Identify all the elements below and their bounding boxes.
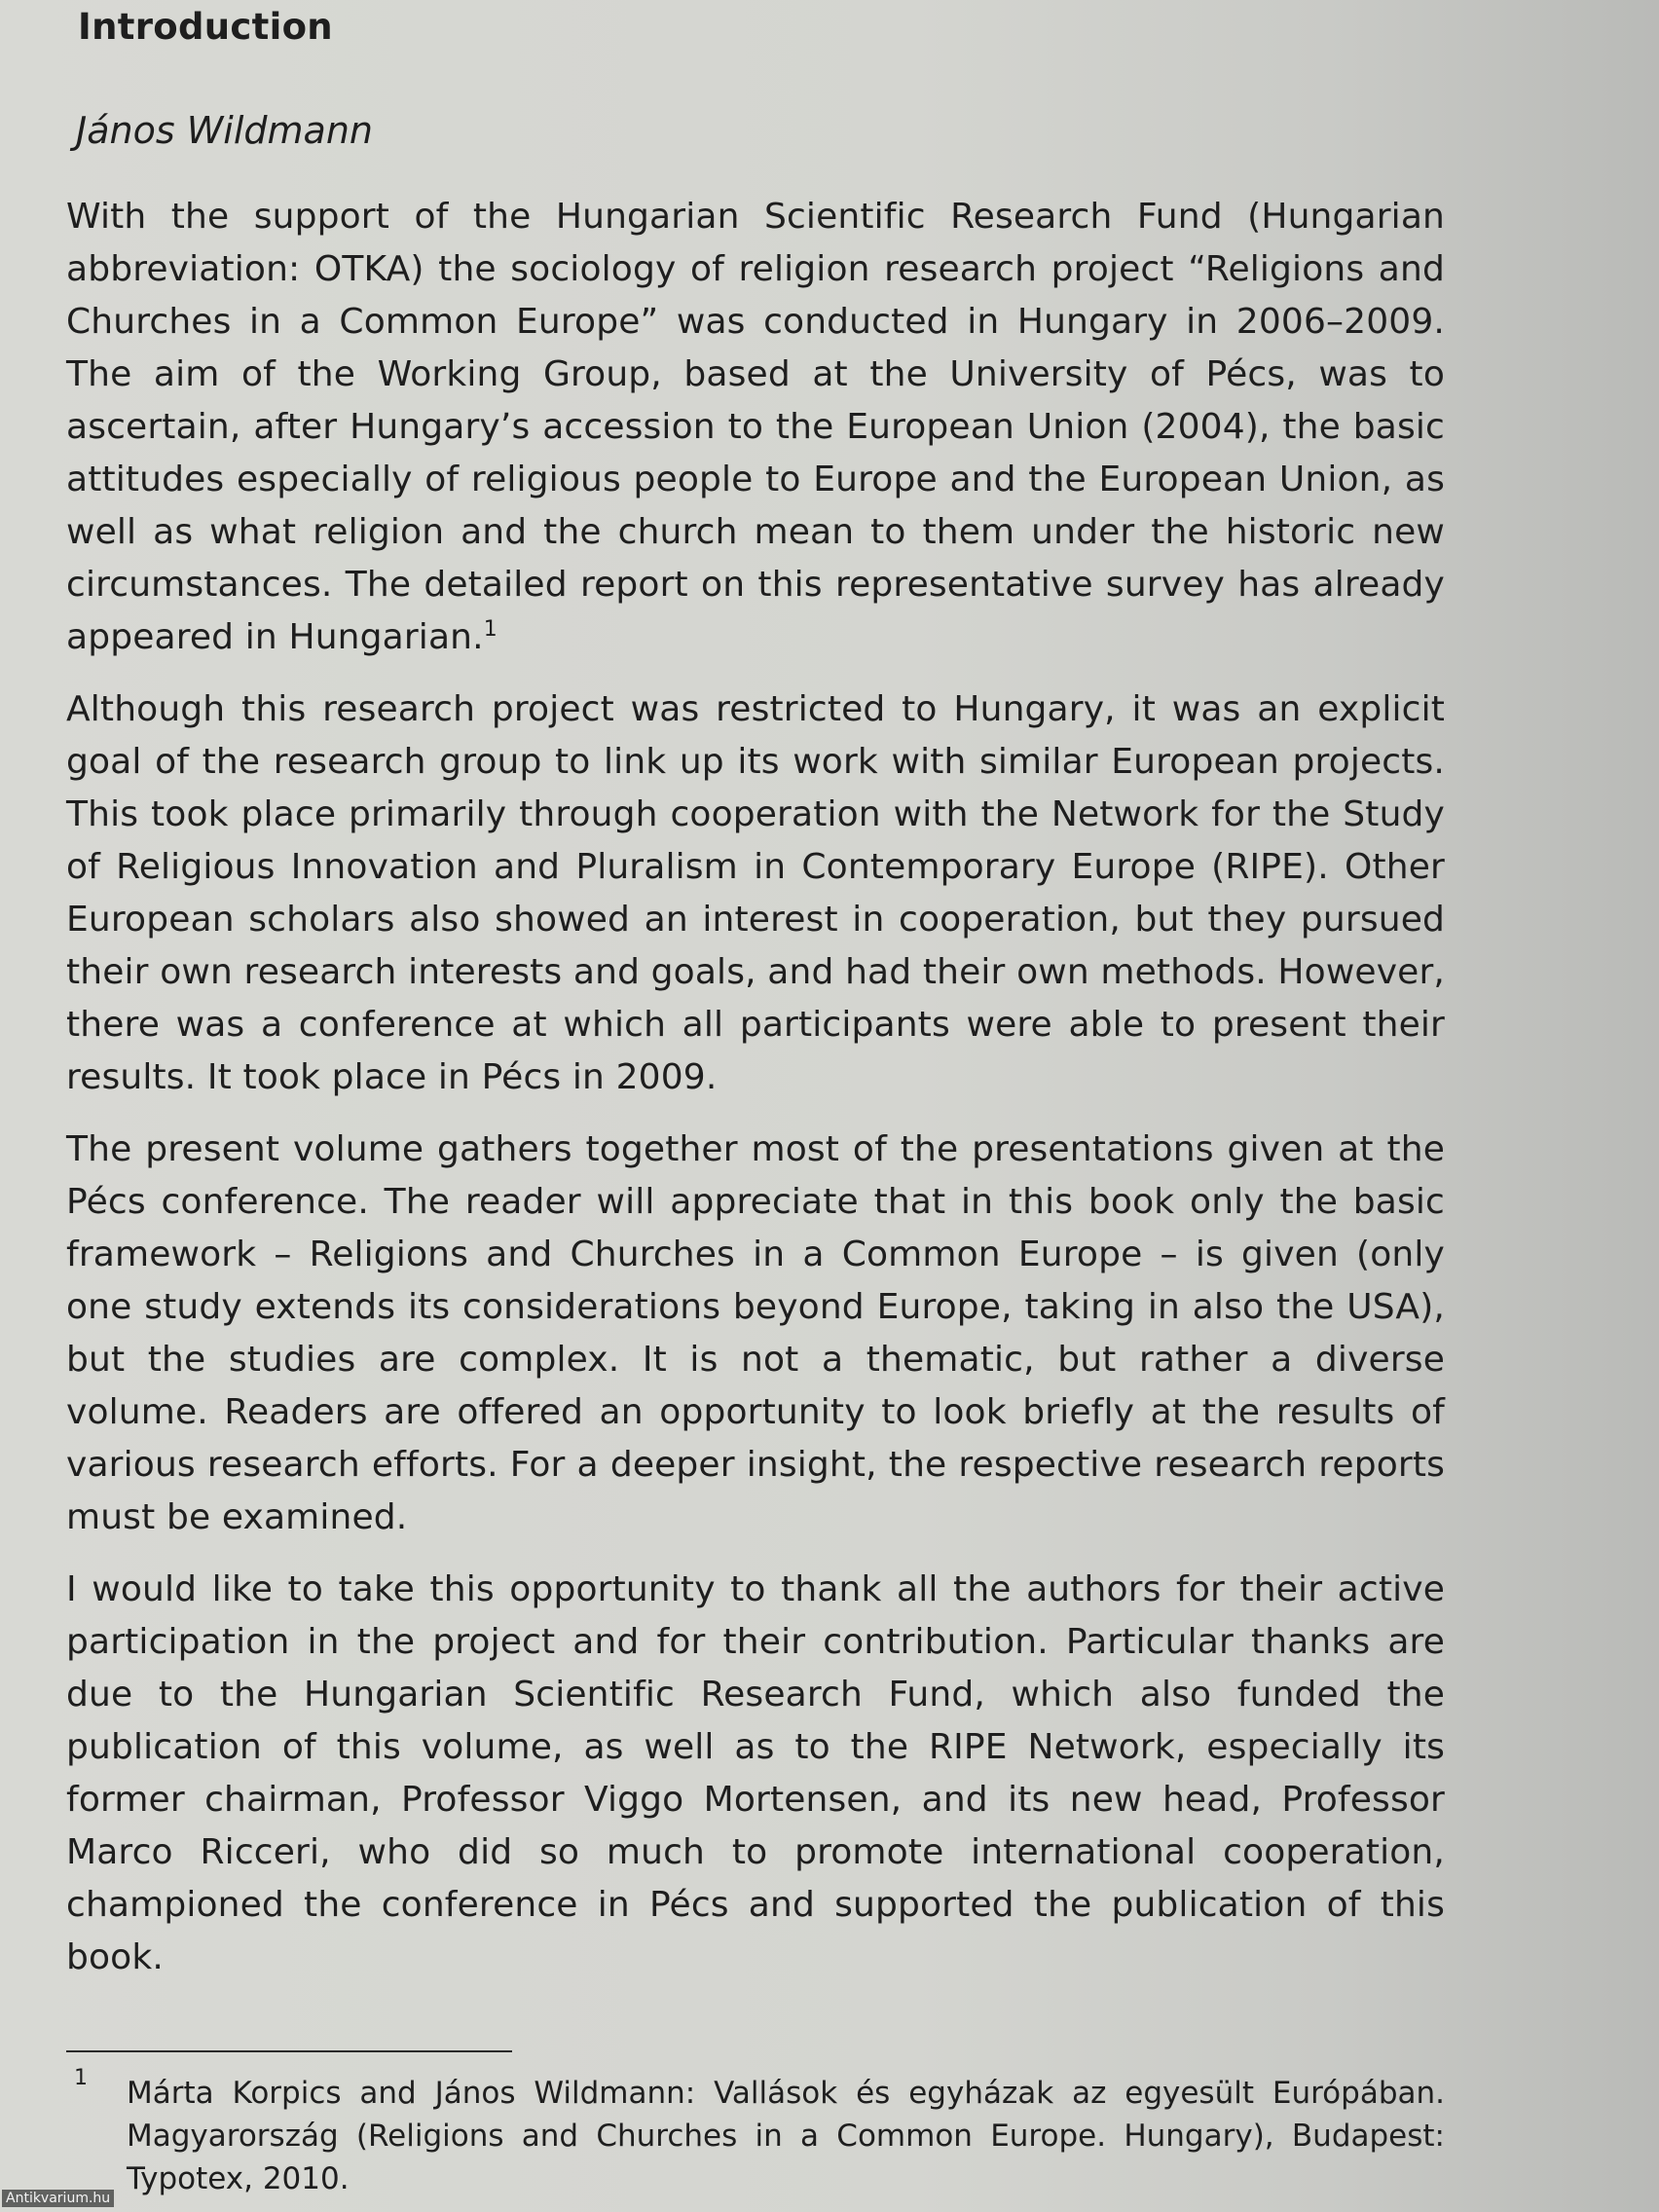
paragraph-3: The present volume gathers together most of the presentations given at the Pécs conference. The reader will appreciate that in this book only the basic framework – Religions and Churches in a Common Europe – is given (only one study extends its considerations beyond Europe, taking in also the USA), but the studies are complex. It is not a thematic, but rather a diverse volume. Readers are offered an opportunity to look briefly at the results of various research efforts. For a deeper insight, the respective research reports must be examined. — [66, 1129, 1445, 1537]
footnote — [66, 2066, 1445, 2200]
paragraph-1 — [66, 191, 1445, 664]
body-text — [66, 191, 1445, 2004]
footnote-number: 1 — [74, 2066, 88, 2090]
footnote-reference: 1 — [483, 617, 498, 642]
paragraph-1-text: With the support of the Hungarian Scientific Research Fund (Hungarian abbreviation: OTKA) the sociology of religion research project “Religions and Churches in a Common Europe” was conducted in Hungary in 2006–2009. The aim of the Working Group, based at the University of Pécs, was to ascertain, after Hungary’s accession to the European Union (2004), the basic attitudes especially of religious people to Europe and the European Union, as well as what religion and the church mean to them under the historic new circumstances. The detailed report on this representative survey has already appeared in Hungarian. — [66, 197, 1445, 657]
paragraph-2: Although this research project was restricted to Hungary, it was an explicit goal of the research group to link up its work with similar European projects. This took place primarily through cooperation with the Network for the Study of Religious Innovation and Pluralism in Contemporary Europe (RIPE). Other European scholars also showed an interest in cooperation, but they pursued their own research interests and goals, and had their own methods. However, there was a conference at which all participants were able to present their results. It took place in Pécs in 2009. — [66, 689, 1446, 1097]
chapter-heading: Introduction — [78, 6, 333, 48]
paragraph-4: I would like to take this opportunity to thank all the authors for their active participation in the project and for their contribution. Particular thanks are due to the Hungarian Scientific Research Fund, which also funded the publication of this volume, as well as to the RIPE Network, especially its former chairman, Professor Viggo Mortensen, and its new head, Professor Marco Ricceri, who did so much to promote international cooperation, championed the conference in Pécs and supported the publication of this book. — [66, 1569, 1445, 1977]
author-name: János Wildmann — [76, 109, 373, 152]
footnote-text: Márta Korpics and János Wildmann: Vallások és egyházak az egyesült Európában. Magyarország (Religions and Churches in a Common Europe. Hungary), Budapest: Typotex, 2010. — [127, 2076, 1445, 2196]
footnote-divider — [66, 2050, 512, 2052]
watermark: Antikvarium.hu — [2, 2190, 114, 2207]
